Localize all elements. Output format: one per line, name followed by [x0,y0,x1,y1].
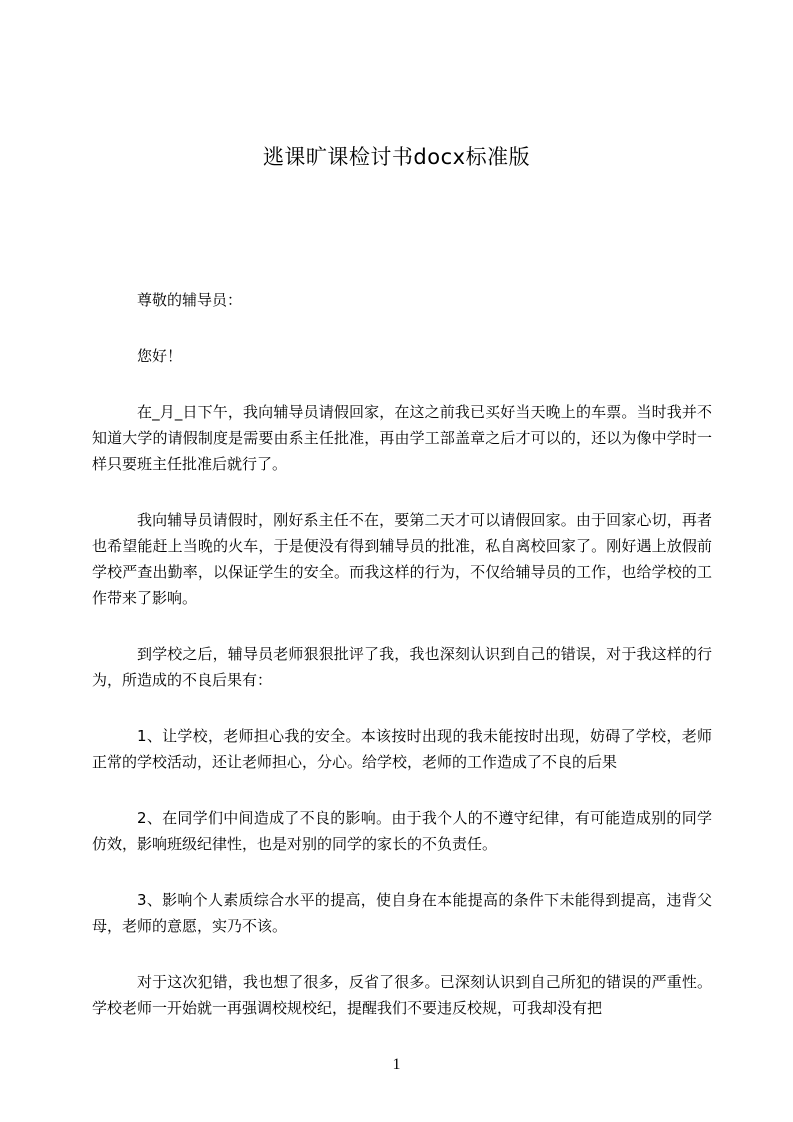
paragraph: 对于这次犯错，我也想了很多，反省了很多。已深刻认识到自己所犯的错误的严重性。学校老师一开始就一再强调校规校纪，提醒我们不要违反校规，可我却没有把 [92,973,712,1017]
page-number: 1 [392,1056,401,1073]
list-item-2: 2、在同学们中间造成了不良的影响。由于我个人的不遵守纪律，有可能造成别的同学仿效，影响班级纪律性，也是对别的同学的家长的不负责任。 [92,809,712,853]
document-title: 逃课旷课检讨书docx标准版 [262,145,531,169]
document-body [92,287,712,1051]
greeting: 您好！ [137,347,183,365]
salutation: 尊敬的辅导员： [137,291,243,309]
list-item-3: 3、影响个人素质综合水平的提高，使自身在本能提高的条件下未能得到提高，违背父母，老师的意愿，实乃不该。 [92,891,712,935]
paragraph: 在_月_日下午，我向辅导员请假回家，在这之前我已买好当天晚上的车票。当时我并不知道大学的请假制度是需要由系主任批准，再由学工部盖章之后才可以的，还以为像中学时一样只要班主任批准后就行了。 [92,403,712,473]
list-item-1: 1、让学校，老师担心我的安全。本该按时出现的我未能按时出现，妨碍了学校，老师正常的学校活动，还让老师担心，分心。给学校，老师的工作造成了不良的后果 [92,727,712,771]
paragraph: 到学校之后，辅导员老师狠狠批评了我，我也深刻认识到自己的错误，对于我这样的行为，所造成的不良后果有： [92,645,712,689]
paragraph: 我向辅导员请假时，刚好系主任不在，要第二天才可以请假回家。由于回家心切，再者也希望能赶上当晚的火车，于是便没有得到辅导员的批准，私自离校回家了。刚好遇上放假前学校严查出勤率，以保证学生的安全。而我这样的行为，不仅给辅导员的工作，也给学校的工作带来了影响。 [92,511,712,607]
